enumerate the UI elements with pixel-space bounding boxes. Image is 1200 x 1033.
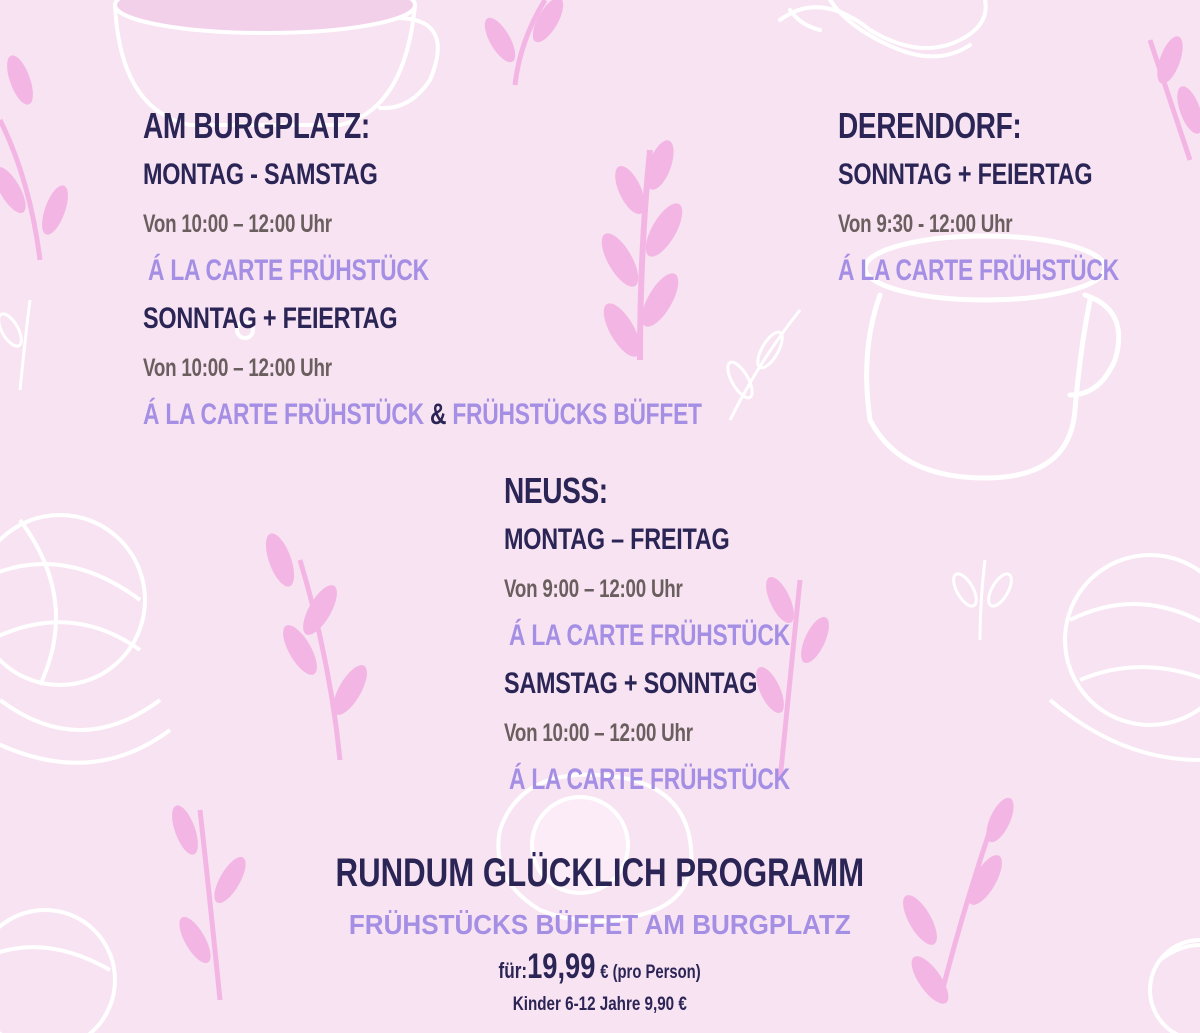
neuss-time-weekend: Von 10:00 – 12:00 Uhr	[504, 719, 693, 747]
programm-title	[0, 851, 1200, 896]
programm-subtitle	[0, 909, 1200, 941]
programm-price	[0, 947, 1200, 987]
derendorf-day-sunday: SONNTAG + FEIERTAG	[838, 158, 1093, 191]
offer-buffet: FRÜHSTÜCKS BÜFFET	[452, 398, 702, 431]
burgplatz-day-weekdays: MONTAG - SAMSTAG	[143, 158, 378, 191]
neuss-offer-weekend: Á LA CARTE FRÜHSTÜCK	[509, 763, 790, 796]
derendorf-offer-sunday: Á LA CARTE FRÜHSTÜCK	[838, 254, 1119, 287]
kids-price-text: Kinder 6-12 Jahre 9,90 €	[512, 994, 688, 1015]
programm-kids-price	[0, 994, 1200, 1016]
burgplatz-time-sunday: Von 10:00 – 12:00 Uhr	[143, 354, 332, 382]
price-prefix: für:	[498, 958, 528, 983]
burgplatz-offer-sunday	[143, 398, 702, 432]
neuss-heading: NEUSS:	[504, 470, 608, 511]
offer-a-la-carte: Á LA CARTE FRÜHSTÜCK	[143, 398, 424, 431]
price-value: 19,99	[527, 947, 596, 986]
neuss-day-weekdays: MONTAG – FREITAG	[504, 523, 730, 556]
burgplatz-offer-weekdays: Á LA CARTE FRÜHSTÜCK	[148, 254, 429, 287]
derendorf-heading: DERENDORF:	[838, 105, 1022, 146]
price-wrapper	[499, 947, 701, 987]
neuss-day-weekend: SAMSTAG + SONNTAG	[504, 667, 758, 700]
burgplatz-time-weekdays: Von 10:00 – 12:00 Uhr	[143, 210, 332, 238]
burgplatz-heading: AM BURGPLATZ:	[143, 105, 370, 146]
neuss-offer-weekdays: Á LA CARTE FRÜHSTÜCK	[509, 619, 790, 652]
offer-ampersand: &	[429, 398, 447, 431]
programm-subtitle-text: FRÜHSTÜCKS BÜFFET AM BURGPLATZ	[349, 909, 851, 940]
programm-title-text: RUNDUM GLÜCKLICH PROGRAMM	[335, 851, 865, 895]
burgplatz-day-sunday: SONNTAG + FEIERTAG	[143, 302, 398, 335]
price-suffix: € (pro Person)	[600, 962, 702, 983]
neuss-time-weekdays: Von 9:00 – 12:00 Uhr	[504, 575, 683, 603]
derendorf-time-sunday: Von 9:30 - 12:00 Uhr	[838, 210, 1013, 238]
